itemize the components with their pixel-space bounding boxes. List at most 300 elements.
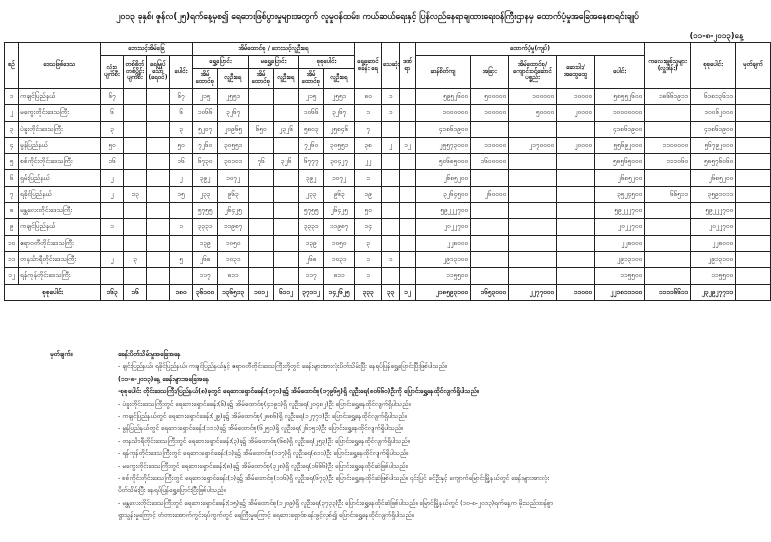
- cell-pop1: ၈၁၁: [218, 268, 249, 284]
- cell-relief: [557, 170, 595, 186]
- cell-rice: ၂၅၅၇၃၀၀၀: [416, 137, 471, 153]
- cell-cash: ၅၀၀၀၀: [509, 105, 557, 121]
- cell-hh3: ၃၉၂: [299, 170, 324, 186]
- cell-pop1: ၃၂၆၇: [218, 105, 249, 121]
- cell-cash: ၂၁၇၀၀၀၀: [509, 137, 557, 153]
- col-rice: ဆန်စိတ်ကျ: [416, 56, 471, 89]
- cell-other: ၆၆၅၁၁: [645, 186, 691, 202]
- cell-partial: [124, 170, 147, 186]
- cell-other: [645, 121, 691, 137]
- cell-hh3: ၁၀၆၆: [299, 105, 324, 121]
- total-hh3: ၃၇၁၁၂: [299, 284, 324, 300]
- cell-grand: ၆၁၈၁၃၆၁၁: [691, 89, 736, 105]
- cell-pop2: [274, 235, 299, 251]
- cell-partial: ၁၃: [124, 186, 147, 202]
- cell-cash: [509, 268, 557, 284]
- cell-other: [645, 219, 691, 235]
- total-grand: ၂၃၂၉၂၇၇၁၁: [691, 284, 736, 300]
- cell-subtotal: [170, 235, 193, 251]
- cell-name: ဧရာဝတီတိုင်းဒေသကြီး: [19, 235, 101, 251]
- note-item: ပိတ်သိမ်းပြီး နေရပ်ပြန်ရွှေ့ပြောင်းပြီးဖြစ်ပါသည်။: [118, 487, 226, 495]
- cell-pop1: ၃၀၅၅၁: [218, 137, 249, 153]
- table-row: [5, 186, 771, 202]
- cell-aid_total: ၃၅၂၄၅၀၀: [595, 186, 645, 202]
- note-item: - တနင်္သာရီတိုင်းဒေသကြီးတွင် ရေဘေးရှောင်ခေန်း(၃)ခု၌ အိမ်ထောင်စု(၆၈)ရှိ လူဦးရေ(၂၅၃)ဦး ပြောင်းရွှေ့နေထိုင်လျက်ရှိပါသည်။: [118, 437, 410, 445]
- cell-collapsed: [101, 235, 124, 251]
- total-other: ၁၁၁၁၆၆၁၁: [645, 284, 691, 300]
- cell-aid_total: ၂၉၁၃၁၀၀: [595, 251, 645, 267]
- col-group-households: အိမ်ထောင်စု / ဘေးသင့်လူဦးရေ: [193, 43, 355, 56]
- table-row: [5, 170, 771, 186]
- cell-partial: [124, 235, 147, 251]
- cell-pop3: ၃၀၅၅၁: [324, 137, 355, 153]
- table-row: [5, 203, 771, 219]
- cell-flooded: [147, 170, 170, 186]
- cell-cash: ၁၀၀၀၀၀: [509, 89, 557, 105]
- cell-pop1: ၁၁၉၈၇: [218, 219, 249, 235]
- cell-remarks: [736, 89, 771, 105]
- col-hh-evac: အိမ် ထောင်စု: [193, 69, 218, 89]
- cell-relief: [557, 186, 595, 202]
- col-group-affected: ဘေးသင့်အိမ်ခြေ: [101, 43, 193, 56]
- cell-aid_total: ၄၁၈၆၁၉၀၀: [595, 121, 645, 137]
- cell-injured: [400, 89, 416, 105]
- cell-subtotal: ၁: [170, 219, 193, 235]
- cell-pop2: [274, 219, 299, 235]
- cell-rice: ၁၀၀၀၀၀၀: [416, 105, 471, 121]
- cell-partial: [124, 105, 147, 121]
- cell-hh1: ၁၃၉: [193, 235, 218, 251]
- col-pop-total: လူဦးရေ: [324, 69, 355, 89]
- cell-hh2: ၆၅၀: [249, 121, 274, 137]
- report-title: ၂၀၁၃ ခုနှစ်၊ ဇူန်လ(၂၅)ရက်နေ့မှစ၍ ရေဘေးဖြစ်ပွားမှုများအတွက် လူမှုဝန်ထမ်း၊ ကယ်ဆယ်ရေးနှင့် ပြန်လည်နေရာချထားရေးဝန်ကြီးဌာနမှ ထောက်ပံ့မှုအခြေအနေစာရင်းချုပ်: [116, 12, 639, 22]
- cell-subtotal: [170, 203, 193, 219]
- col-deaths: သေဆုံး: [382, 43, 400, 89]
- cell-deaths: ၁: [382, 251, 400, 267]
- col-sr: စဉ်: [5, 43, 19, 89]
- cell-pop3: ၂၆၄၂၅: [324, 203, 355, 219]
- cell-hh1: ၆၇၃၀: [193, 154, 218, 170]
- cell-rice: ၅၀၆၈၅၀၀၀: [416, 154, 471, 170]
- cell-deaths: [382, 219, 400, 235]
- cell-hh2: [249, 219, 274, 235]
- cell-injured: [400, 105, 416, 121]
- cell-deaths: ၁: [382, 89, 400, 105]
- cell-grand: ၅၉၂၂၂၇၀၀: [691, 203, 736, 219]
- cell-subtotal: [170, 268, 193, 284]
- cell-hh3: ၇၂၆၀: [299, 137, 324, 153]
- cell-remarks: [736, 203, 771, 219]
- cell-deaths: [382, 154, 400, 170]
- cell-flooded: [147, 203, 170, 219]
- cell-pop3: ၁၀၅၀: [324, 235, 355, 251]
- cell-pop2: [274, 203, 299, 219]
- col-cash: အိမ်ထောင်စု/ ကျောင်းဝင်ဆောင် ပစ္စည်း: [509, 56, 557, 89]
- cell-flooded: [147, 268, 170, 284]
- col-group-returned: မရွှေ့ပြောင်း: [249, 56, 299, 69]
- cell-hh2: [249, 105, 274, 121]
- cell-pop3: ၁၀၃၁: [324, 251, 355, 267]
- cell-remarks: [736, 235, 771, 251]
- cell-remarks: [736, 170, 771, 186]
- cell-deaths: [382, 121, 400, 137]
- cell-camps: ၅၀: [355, 203, 382, 219]
- note-item: - မန္တလေးတိုင်းဒေသကြီးတွင် ရေဘေးရှောင်ခေန်း(၁၅)ခု၌ အိမ်ထောင်စု(၁၂၀၉)ရှိ လူဦးရေ(၃၇၃၃)ဦး ပြောင်းရွှေ့နေထိုင်ဆဲဖြစ်ပါသည်။ မြောင်မြို့နယ်တွင် (၁၀-၈-၂၀၁၃)ရက်နေ့က မိုးသည်းထန်စွာ: [118, 499, 554, 507]
- cell-rice: ၂၂၈၀၀၀: [416, 235, 471, 251]
- cell-flooded: [147, 219, 170, 235]
- note-item: - ကချင်ပြည်နယ်တွင် ရေဘေးရှောင်ခေန်း(၂၉)ခု၌ အိမ်ထောင်စု(၂၈၈၆)ရှိ လူဦးရေ(၁၂၇၇၁)ဦး ပြောင်းရွှေ့နေထိုင်လျက်ရှိပါသည်။: [118, 413, 407, 421]
- cell-aid_total: ၅၈၅၅၂၆၀၀: [595, 89, 645, 105]
- cell-injured: [400, 251, 416, 267]
- cell-other: [645, 235, 691, 251]
- cell-injured: ၁၂: [400, 137, 416, 153]
- cell-flooded: [147, 186, 170, 202]
- note-item: - ရန်ကုန်တိုင်းဒေသကြီးတွင် ရေဘေးရှောင်ခေန်း(၁)ခု၌ အိမ်ထောင်စု(၁၁၇)ရှိ လူဦးရေ(၈၁၁)ဦး ပြောင်းရွှေ့နေထိုင်လျက်ရှိပါသည်။: [118, 450, 409, 458]
- cell-collapsed: ၆၇: [101, 89, 124, 105]
- cell-other: [645, 251, 691, 267]
- cell-name: မကွေးတိုင်းဒေသကြီး: [19, 105, 101, 121]
- cell-sr: ၈: [5, 203, 19, 219]
- cell-sr: ၁၂: [5, 268, 19, 284]
- cell-rice: ၅၉၅၂၆၀၀: [416, 89, 471, 105]
- cell-aid_total: ၁၀၀၀၀၀၀၀: [595, 105, 645, 121]
- cell-hh2: [249, 203, 274, 219]
- cell-name: ပဲခူးတိုင်းဒေသကြီး: [19, 121, 101, 137]
- cell-cash: [509, 186, 557, 202]
- cell-cash: [509, 219, 557, 235]
- cell-subtotal: ၁၅: [170, 186, 193, 202]
- cell-injured: [400, 121, 416, 137]
- cell-deaths: [382, 186, 400, 202]
- notes-summary: -စုစုပေါင်း တိုင်းဒေသကြီး/ပြည်နယ်(၈)ခုတွင် ရေဘေးရှောင်ခေန်း(၁၇၁)ခု၌ အိမ်ထောင်စု(၁၇၉၆၅)ရှိ လူဦးရေ(၈၀၆၆၀)ဦးကို ပြောင်းရွှေ့နေထိုင်လျက်ရှိပါသည်။: [118, 388, 479, 396]
- cell-camps: ၁၄: [355, 219, 382, 235]
- table-row: [5, 137, 771, 153]
- cell-hh1: ၂၃၃: [193, 186, 218, 202]
- notes-date-line: (၁၁-၈-၂၀၁၃)နေ့ ခေန်းများအခြေအနေ: [118, 375, 209, 383]
- cell-relief: ၂၀၀၀၀: [557, 105, 595, 121]
- cell-rice: ၁၁၅၅၀၀: [416, 268, 471, 284]
- cell-sac: ၂၆၀၀၀၀: [471, 186, 509, 202]
- cell-pop3: ၂၅၅၁: [324, 89, 355, 105]
- cell-remarks: [736, 219, 771, 235]
- cell-relief: [557, 219, 595, 235]
- total-aid_total: ၂၂၁၈၁၁၁၀၀: [595, 284, 645, 300]
- total-pop3: ၁၄၂၆၂၅: [324, 284, 355, 300]
- cell-pop3: ၂၅၈၄၆: [324, 121, 355, 137]
- cell-relief: ၂၀၀၀၀: [557, 137, 595, 153]
- notes-label: မှတ်ချက်။: [50, 351, 73, 358]
- cell-pop3: ၃၀၄၂၇: [324, 154, 355, 170]
- cell-subtotal: ၆: [170, 105, 193, 121]
- cell-sac: [471, 121, 509, 137]
- cell-name: ကချင်ပြည်နယ်: [19, 219, 101, 235]
- cell-grand: ၂၂၈၀၀၀: [691, 235, 736, 251]
- note-item: - စစ်ကိုင်းတိုင်းဒေသကြီးတွင် ရေဘေးရှောင်ခေန်း(၁)ခု၌ အိမ်ထောင်စု(၁၁၆)ရှိ လူဦးရေ(၆၇၃)ဦး ပြောင်းရွှေ့နေထိုင်ဆဲဖြစ်ပါသည်။ ၎င်းပြင် ခင်ဦးနှင့် ကျောက်မြောင်းမြို့နယ်တွင် ခေန်းများအားလုံး: [118, 475, 549, 483]
- cell-grand: ၄၁၈၆၁၉၀၀: [691, 121, 736, 137]
- cell-hh3: ၂၁၅: [299, 89, 324, 105]
- cell-sac: ၁၀၀၀၀၀: [471, 105, 509, 121]
- cell-hh2: [249, 251, 274, 267]
- cell-name: မွန်ပြည်နယ်: [19, 137, 101, 153]
- cell-pop2: [274, 251, 299, 267]
- col-group-evac: ရွှေ့ပြောင်း: [193, 56, 249, 69]
- aid-summary-table: [4, 42, 771, 301]
- cell-name: ရခိုင်ပြည်နယ်: [19, 186, 101, 202]
- total-flooded: [147, 284, 170, 300]
- col-subtotal: ပေါင်း: [170, 56, 193, 89]
- cell-camps: ၁: [355, 268, 382, 284]
- table-row: [5, 219, 771, 235]
- cell-sr: ၃: [5, 121, 19, 137]
- cell-pop3: ၈၁၁: [324, 268, 355, 284]
- cell-name: စစ်ကိုင်းတိုင်းဒေသကြီး: [19, 154, 101, 170]
- notes-intro: - ချင်းပြည်နယ်၊ ရခိုင်ပြည်နယ်၊ ကချင်ပြည်နယ်နှင့် ဧရာဝတီတိုင်းဒေသကြီးတို့တွင် ခေန်းများအားလုံးပိတ်သိမ်းပြီး နေရပ်ပြန်ရွှေ့ပြောင်းပြီးဖြစ်ပါသည်။: [118, 363, 447, 371]
- cell-rice: ၂၆၈၅၂၀၀: [416, 170, 471, 186]
- cell-aid_total: ၂၆၈၅၂၀၀: [595, 170, 645, 186]
- cell-pop1: ၉၆၃: [218, 186, 249, 202]
- notes-items: [118, 399, 746, 523]
- cell-cash: [509, 170, 557, 186]
- col-remarks: မှတ်ချက်: [736, 43, 771, 89]
- cell-collapsed: ၃: [101, 121, 124, 137]
- total-deaths: ၃၃: [382, 284, 400, 300]
- cell-collapsed: ၁: [101, 219, 124, 235]
- total-pop1: ၁၃၆၅၁၃: [218, 284, 249, 300]
- cell-sr: ၉: [5, 219, 19, 235]
- cell-remarks: [736, 186, 771, 202]
- cell-flooded: [147, 137, 170, 153]
- cell-sr: ၁၁: [5, 251, 19, 267]
- cell-other: ၁၈၆၆၁၉၁၁: [645, 89, 691, 105]
- cell-partial: [124, 121, 147, 137]
- cell-deaths: ၂: [382, 137, 400, 153]
- cell-rice: ၅၉၂၂၂၇၀၀: [416, 203, 471, 219]
- table-row: [5, 154, 771, 170]
- cell-pop3: ၃၂၆၇: [324, 105, 355, 121]
- cell-hh2: [249, 268, 274, 284]
- cell-hh3: ၆၇၇၇: [299, 154, 324, 170]
- cell-hh3: ၁၁၇: [299, 268, 324, 284]
- cell-collapsed: ၅၀: [101, 137, 124, 153]
- cell-pop1: ၃၀၁၀၁: [218, 154, 249, 170]
- cell-rice: ၄၁၈၆၁၉၀၀: [416, 121, 471, 137]
- cell-pop1: ၁၀၃၁: [218, 251, 249, 267]
- cell-collapsed: ၂: [101, 186, 124, 202]
- cell-flooded: [147, 235, 170, 251]
- cell-relief: ၁၀၀၀၀: [557, 89, 595, 105]
- table-row: [5, 251, 771, 267]
- cell-camps: ၇: [355, 121, 382, 137]
- cell-hh2: [249, 89, 274, 105]
- cell-hh2: [249, 186, 274, 202]
- cell-deaths: [382, 203, 400, 219]
- total-relief: ၁၁၀၀၀: [557, 284, 595, 300]
- total-hh2: ၁၀၁၂: [249, 284, 274, 300]
- cell-hh3: ၅၇၅၅: [299, 203, 324, 219]
- cell-injured: [400, 170, 416, 186]
- cell-sr: ၄: [5, 137, 19, 153]
- cell-relief: [557, 203, 595, 219]
- total-partial: ၁၆: [124, 284, 147, 300]
- cell-injured: [400, 219, 416, 235]
- cell-injured: [400, 203, 416, 219]
- col-pop-evac: လူဦးရေ: [218, 69, 249, 89]
- cell-other: [645, 170, 691, 186]
- cell-sr: ၁: [5, 89, 19, 105]
- cell-subtotal: ၁၆: [170, 154, 193, 170]
- cell-collapsed: ၆: [101, 105, 124, 121]
- col-relief: ဆေးဝါး/ အထွေထွေ: [557, 56, 595, 89]
- cell-aid_total: ၁၁၅၅၀၀: [595, 268, 645, 284]
- cell-pop1: ၁၀၅၀: [218, 235, 249, 251]
- cell-hh1: ၃၉၂: [193, 170, 218, 186]
- cell-partial: [124, 219, 147, 235]
- cell-pop2: ၂၃၂၆: [274, 121, 299, 137]
- cell-grand: ၂၀၂၂၇၀၀: [691, 219, 736, 235]
- cell-sac: [471, 235, 509, 251]
- total-rice: ၂၁၈၅၉၃၁၀၀: [416, 284, 471, 300]
- col-camps: ရှေ့ဆောင် စခန်း ရေ: [355, 43, 382, 89]
- cell-hh3: ၁၃၉: [299, 235, 324, 251]
- cell-pop3: ၉၆၃: [324, 186, 355, 202]
- col-district: ဒေသဖြစ်ဒေသ: [19, 43, 101, 89]
- cell-collapsed: ၂: [101, 251, 124, 267]
- cell-pop1: ၂၅၅၁: [218, 89, 249, 105]
- cell-hh1: ၅၂၀၇: [193, 121, 218, 137]
- col-grand-total: စုစုပေါင်း: [691, 43, 736, 89]
- cell-other: ၁၁၁၀၆၀: [645, 154, 691, 170]
- cell-relief: [557, 121, 595, 137]
- cell-grand: ၃၅၉၁၀၁၁: [691, 186, 736, 202]
- cell-hh1: ၅၇၅၅: [193, 203, 218, 219]
- cell-hh3: ၃၃၃၁: [299, 219, 324, 235]
- cell-camps: ၂၂: [355, 154, 382, 170]
- cell-flooded: [147, 105, 170, 121]
- cell-name: တနင်္သာရီတိုင်းဒေသကြီး: [19, 251, 101, 267]
- total-row: [5, 284, 771, 300]
- col-group-aid: ထောက်ပံ့မှု(ကျပ်): [416, 43, 645, 56]
- cell-injured: [400, 268, 416, 284]
- cell-aid_total: ၅၅၆၉၂၀၀၀: [595, 137, 645, 153]
- cell-subtotal: ၅၀: [170, 137, 193, 153]
- cell-rice: ၂၀၂၂၇၀၀: [416, 219, 471, 235]
- cell-cash: [509, 121, 557, 137]
- cell-subtotal: ၆၇: [170, 89, 193, 105]
- col-collapsed: လုံးဝ ပျက်စီး: [101, 56, 124, 89]
- cell-grand: ၂၆၈၅၂၀၀: [691, 170, 736, 186]
- table-row: [5, 121, 771, 137]
- cell-hh1: ၂၁၅: [193, 89, 218, 105]
- cell-cash: [509, 154, 557, 170]
- cell-name: ရှမ်းပြည်နယ်: [19, 170, 101, 186]
- cell-deaths: [382, 235, 400, 251]
- total-remarks: [736, 284, 771, 300]
- cell-subtotal: ၅: [170, 251, 193, 267]
- cell-remarks: [736, 154, 771, 170]
- cell-sac: [471, 219, 509, 235]
- cell-sac: ၁၆၀၀၀၀၀: [471, 154, 509, 170]
- note-item: - ပဲခူးတိုင်းဒေသကြီးတွင် ရေဘေးရှောင်ခေန်း(၆)ခု၌ အိမ်ထောင်စု(၄၁၉၁)ရှိ လူဦးရေ(၂၀၄၈၂)ဦး ပြောင်းရွှေ့နေထိုင်လျက်ရှိပါသည်။: [118, 400, 411, 408]
- cell-cash: [509, 251, 557, 267]
- table-row: [5, 235, 771, 251]
- cell-camps: ၈၀: [355, 89, 382, 105]
- cell-collapsed: ၁၆: [101, 154, 124, 170]
- cell-sac: [471, 203, 509, 219]
- table-row: [5, 105, 771, 121]
- cell-collapsed: ၂: [101, 170, 124, 186]
- cell-grand: ၁၀၀၆၂၀၀၀: [691, 105, 736, 121]
- cell-other: [645, 203, 691, 219]
- cell-hh3: ၂၃၃: [299, 186, 324, 202]
- cell-rice: ၃၂၆၄၅၀၀: [416, 186, 471, 202]
- notes-body: [118, 349, 746, 523]
- note-item: ရွာသွန်းမှုကြောင့် တံတားအောက်ကွင်းရပ်ကွက်တွင် ရေကြီးမှုကြောင့် ရေဘေးရှောင်စခန်းဖွင့်လှစ်၍ ပြောင်းရွှေ့နေထိုင်လျက်ရှိပါသည်။: [118, 512, 414, 520]
- cell-flooded: [147, 154, 170, 170]
- total-injured: ၁၂: [400, 284, 416, 300]
- total-subtotal: ၁၈၀: [170, 284, 193, 300]
- cell-sr: ၆: [5, 170, 19, 186]
- cell-camps: ၁၉: [355, 186, 382, 202]
- cell-remarks: [736, 268, 771, 284]
- cell-remarks: [736, 137, 771, 153]
- cell-collapsed: [101, 203, 124, 219]
- cell-camps: ၃၈: [355, 137, 382, 153]
- cell-flooded: [147, 89, 170, 105]
- cell-collapsed: [101, 268, 124, 284]
- cell-name: မန္တလေးတိုင်းဒေသကြီး: [19, 203, 101, 219]
- cell-partial: [124, 268, 147, 284]
- cell-camps: ၁: [355, 105, 382, 121]
- cell-partial: [124, 203, 147, 219]
- cell-injured: [400, 186, 416, 202]
- cell-sr: ၁၀: [5, 235, 19, 251]
- cell-relief: [557, 268, 595, 284]
- table-row: [5, 89, 771, 105]
- cell-sac: [471, 251, 509, 267]
- cell-remarks: [736, 105, 771, 121]
- total-sac: ၁၆၅၃၀၀၀: [471, 284, 509, 300]
- cell-relief: [557, 154, 595, 170]
- total-pop2: ၆၁၁၂: [274, 284, 299, 300]
- cell-pop1: ၂၀၉၆၅: [218, 121, 249, 137]
- cell-pop2: [274, 137, 299, 153]
- col-aid-total: ပေါင်း: [595, 56, 645, 89]
- col-partial: တစ်စိတ် တစ်ပိုင်း ပျက်စီး: [124, 56, 147, 89]
- cell-camps: ၃: [355, 235, 382, 251]
- table-row: [5, 268, 771, 284]
- cell-partial: [124, 154, 147, 170]
- cell-cash: [509, 203, 557, 219]
- cell-sac: ၁၁၀၀၀၀: [471, 137, 509, 153]
- cell-aid_total: ၅၈၅၆၅၀၀၀: [595, 154, 645, 170]
- cell-relief: [557, 235, 595, 251]
- cell-partial: ၃: [124, 251, 147, 267]
- cell-flooded: [147, 251, 170, 267]
- cell-hh1: ၁၁၇: [193, 268, 218, 284]
- col-flooded: ရေမြှုပ်သော (ရေဝင်): [147, 56, 170, 89]
- cell-cash: [509, 235, 557, 251]
- total-label: စုစုပေါင်း: [5, 284, 101, 300]
- cell-sr: ၅: [5, 154, 19, 170]
- cell-aid_total: ၂၀၂၂၇၀၀: [595, 219, 645, 235]
- col-sac: အခြား: [471, 56, 509, 89]
- cell-hh1: ၁၀၆၆: [193, 105, 218, 121]
- cell-partial: [124, 89, 147, 105]
- cell-hh3: ၅၈၀၃: [299, 121, 324, 137]
- cell-subtotal: ၂: [170, 170, 193, 186]
- cell-pop2: [274, 105, 299, 121]
- cell-hh2: [249, 170, 274, 186]
